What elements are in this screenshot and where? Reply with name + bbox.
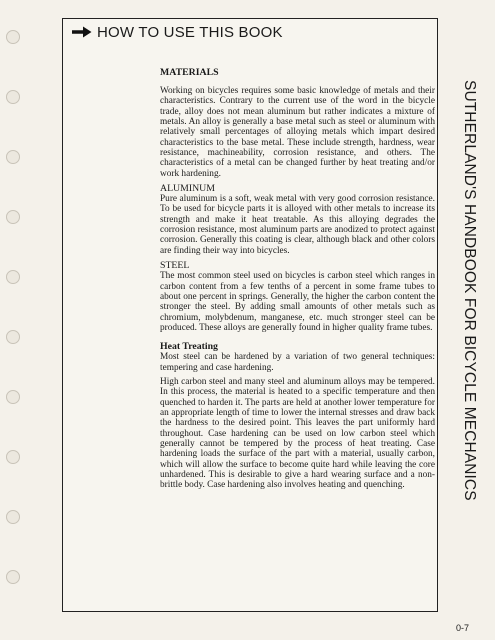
binder-hole — [6, 30, 20, 44]
spine-title-text: SUTHERLAND'S HANDBOOK FOR BICYCLE MECHANICS — [461, 80, 478, 501]
binder-hole — [6, 450, 20, 464]
materials-paragraph: Working on bicycles requires some basic knowledge of metals and their characteristics. Contrary to the current use of the word in the bicycle trade, alloy does not mean aluminum but rather indicates a mixture of metals. An alloy is generally a base metal such as steel or aluminum with relatively small percentages of alloying metals which impart desired characteristics to the base metal. These include strength, hardness, wear resistance, machineability, corrosion resistance, and others. The characteristics of a metal can be changed further by heat treating and/or work hardening. — [160, 86, 435, 179]
page-title: HOW TO USE THIS BOOK — [97, 23, 283, 41]
binder-hole — [6, 270, 20, 284]
book-spine-title — [455, 80, 485, 570]
section-heading-aluminum: ALUMINUM — [160, 183, 215, 195]
binder-hole — [6, 390, 20, 404]
steel-paragraph: The most common steel used on bicycles is carbon steel which ranges in carbon content from a few tenths of a percent in some frame tubes to about one percent in springs. Generally, the higher the carbon content the stronger the steel. By adding small amounts of other metals such as chromium, molybdenum, manganese, etc. much stronger steel can be produced. These alloys are generally found in higher quality frame tubes. — [160, 271, 435, 333]
section-heading-heat-treating: Heat Treating — [160, 341, 218, 353]
section-heading-materials: MATERIALS — [160, 67, 219, 78]
heat-treating-paragraph-1: Most steel can be hardened by a variation of two general techniques: tempering and case hardening. — [160, 352, 435, 373]
binder-hole — [6, 330, 20, 344]
page-number: 0-7 — [456, 623, 470, 633]
aluminum-paragraph: Pure aluminum is a soft, weak metal with very good corrosion resistance. To be used for bicycle parts it is alloyed with other metals to increase its strength and make it heat treatable. As this alloying degrades the corrosion resistance, most aluminum parts are anodized to protect against corrosion. Generally this coating is clear, although black and other colors are finding their way into bicycles. — [160, 194, 435, 256]
binder-hole — [6, 90, 20, 104]
heat-treating-paragraph-2: High carbon steel and many steel and aluminum alloys may be tempered. In this process, the material is heated to a specific temperature and then quenched to harden it. The parts are held at another lower temperature for an appropriate length of time to lower the internal stresses and draw back the hardness to the desired point. This leaves the part uniformly hard throughout. Case hardening can be used on low carbon steel which generally cannot be tempered by the process of heat treating. Case hardening loads the surface of the part with a material, usually carbon, which will allow the surface to become quite hard while leaving the core unhardened. This is desirable to give a hard wearing surface and a non-brittle body. Case hardening also involves heating and quenching. — [160, 376, 435, 491]
section-heading-steel: STEEL — [160, 260, 190, 272]
main-content — [160, 67, 435, 491]
binder-hole — [6, 570, 20, 584]
binder-hole — [6, 510, 20, 524]
right-arrow-icon — [72, 26, 92, 38]
binder-hole — [6, 150, 20, 164]
binder-hole — [6, 210, 20, 224]
page-header — [72, 22, 283, 42]
